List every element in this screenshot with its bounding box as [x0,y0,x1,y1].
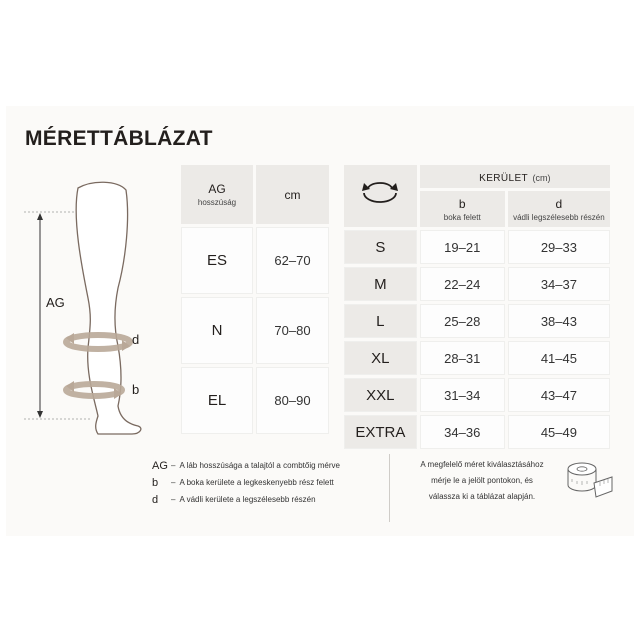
table-row [344,304,610,338]
circular-arrows-icon [358,175,402,213]
page-title: MÉRETTÁBLÁZAT [25,127,213,150]
circ-header-icon-cell [344,165,417,227]
table-row [181,297,329,364]
length-range: 62–70 [256,227,329,294]
circ-header-d: d vádli legszélesebb részén [508,191,610,227]
leg-diagram [22,178,162,443]
circ-d-value: 43–47 [508,378,610,412]
length-table [178,162,332,437]
circ-b-value: 31–34 [420,378,505,412]
circ-size: XXL [344,378,417,412]
circ-size: L [344,304,417,338]
circ-b-value: 34–36 [420,415,505,449]
circ-d-value: 34–37 [508,267,610,301]
circ-b-value: 28–31 [420,341,505,375]
table-row [344,341,610,375]
length-header-unit: cm [256,165,329,224]
length-size: EL [181,367,253,434]
circ-d-value: 38–43 [508,304,610,338]
legend-text: A láb hosszúsága a talajtól a combtőig mérve [179,461,340,470]
circumference-table [341,162,613,452]
legend-text: A vádli kerülete a legszélesebb részén [179,495,316,504]
circ-size: S [344,230,417,264]
legend-item: AG – A láb hosszúsága a talajtól a combtőig mérve [152,459,340,472]
circ-b-value: 19–21 [420,230,505,264]
ag-label: AG [46,295,65,310]
table-row [181,227,329,294]
legend-item: d – A vádli kerülete a legszélesebb részén [152,493,316,506]
divider [389,454,390,522]
circ-header-title: KERÜLET (cm) [420,165,610,188]
d-label: d [132,332,140,347]
length-range: 70–80 [256,297,329,364]
measuring-note: A megfelelő méret kiválasztásához mérje le a jelölt pontokon, és válassza ki a táblázat alapján. [420,460,544,501]
circ-size: XL [344,341,417,375]
table-row [181,367,329,434]
circ-d-value: 45–49 [508,415,610,449]
legend-key: d [152,493,159,506]
length-header-ag: AG hosszúság [181,165,253,224]
circ-size: EXTRA [344,415,417,449]
circ-b-value: 25–28 [420,304,505,338]
legend-item: b – A boka kerülete a legkeskenyebb rész felett [152,476,334,489]
leg-illustration [22,178,162,443]
table-row [344,267,610,301]
length-range: 80–90 [256,367,329,434]
legend-text: A boka kerülete a legkeskenyebb rész felett [179,478,334,487]
length-size: ES [181,227,253,294]
circ-d-value: 29–33 [508,230,610,264]
measuring-tape-icon [560,457,616,503]
b-label: b [132,382,140,397]
circ-d-value: 41–45 [508,341,610,375]
circ-header-b: b boka felett [420,191,505,227]
legend-key: b [152,476,159,489]
table-row [344,415,610,449]
legend-key: AG [152,459,168,472]
circ-b-value: 22–24 [420,267,505,301]
table-row [344,378,610,412]
circ-size: M [344,267,417,301]
legend [152,457,340,508]
table-row [344,230,610,264]
length-size: N [181,297,253,364]
